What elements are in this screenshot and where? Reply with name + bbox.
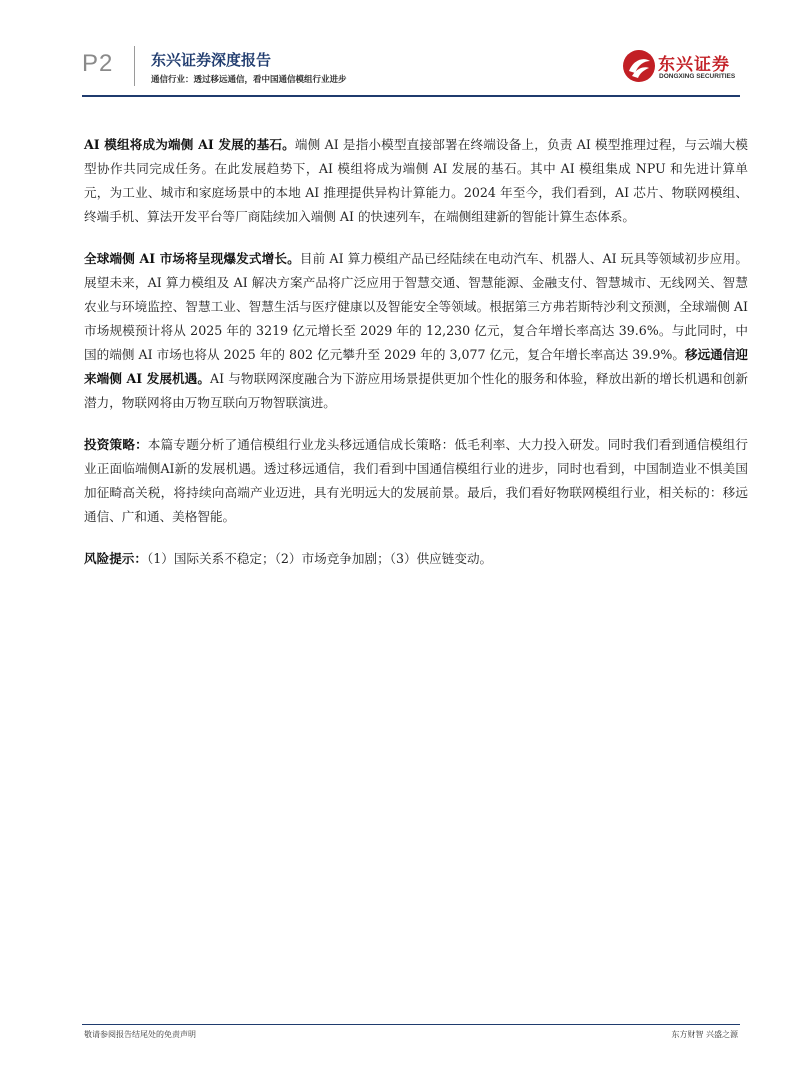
paragraph-body: 本篇专题分析了通信模组行业龙头移远通信成长策略：低毛利率、大力投入研发。同时我们看到通信模组行业正面临端侧AI新的发展机遇。透过移远通信，我们看到中国通信模组行业的进步，同时也看到，中国制造业不惧美国加征畸高关税，将持续向高端产业迈进，具有光明远大的发展前景。最后，我们看好物联网模组行业，相关标的：移远通信、广和通、美格智能。 (84, 437, 749, 524)
logo-mark-icon (622, 49, 656, 83)
paragraph-ai-module (84, 133, 748, 229)
footer-slogan: 东方财智 兴盛之源 (671, 1030, 738, 1039)
header-rule (82, 95, 740, 97)
paragraph-lead: 投资策略： (84, 437, 148, 452)
report-title: 东兴证券深度报告 (151, 51, 272, 69)
footer-rule (82, 1024, 740, 1025)
paragraph-body: （1）国际关系不稳定；（2）市场竞争加剧；（3）供应链变动。 (146, 551, 493, 566)
paragraph-risk-warning (84, 547, 748, 571)
report-body (84, 133, 748, 589)
header-divider (134, 46, 135, 86)
logo-text-cn: 东兴证券 (658, 55, 730, 75)
footer-disclaimer: 敬请参阅报告结尾处的免责声明 (84, 1030, 196, 1039)
paragraph-body-secondary: AI 与物联网深度融合为下游应用场景提供更加个性化的服务和体验，释放出新的增长机遇和创新潜力，物联网将由万物互联向万物智联演进。 (84, 371, 748, 410)
paragraph-investment-strategy (84, 433, 748, 529)
company-logo (622, 46, 742, 86)
page-number: P2 (82, 50, 114, 77)
report-header (0, 0, 794, 100)
paragraph-lead: AI 模组将成为端侧 AI 发展的基石。 (84, 137, 295, 152)
paragraph-body: 目前 AI 算力模组产品已经陆续在电动汽车、机器人、AI 玩具等领域初步应用。展望未来，AI 算力模组及 AI 解决方案产品将广泛应用于智慧交通、智慧能源、金融支付、智慧城市、无线网关、智慧农业与环境监控、智慧工业、智慧生活与医疗健康以及智能安全等领域。根据第三方弗若斯特沙利文预测，全球端侧 AI 市场规模预计将从 2025 年的 3219 亿元增长至 2029 年的 12,230 亿元，复合年增长率高达 39.6%。与此同时，中国的端侧 AI 市场也将从 2025 年的 802 亿元攀升至 2029 年的 3,077 亿元，复合年增长率高达 39.9%。 (84, 251, 748, 362)
paragraph-body: 端侧 AI 是指小模型直接部署在终端设备上，负责 AI 模型推理过程，与云端大模型协作共同完成任务。在此发展趋势下，AI 模组将成为端侧 AI 发展的基石。其中 AI 模组集成 NPU 和先进计算单元，为工业、城市和家庭场景中的本地 AI 推理提供异构计算能力。2024 年至今，我们看到，AI 芯片、物联网模组、终端手机、算法开发平台等厂商陆续加入端侧 AI 的快速列车，在端侧组建新的智能计算生态体系。 (84, 137, 749, 224)
report-subtitle: 通信行业：透过移远通信，看中国通信模组行业进步 (151, 75, 347, 85)
paragraph-lead: 风险提示： (84, 551, 147, 566)
paragraph-lead: 全球端侧 AI 市场将呈现爆发式增长。 (84, 251, 300, 266)
logo-text-en: DONGXING SECURITIES (659, 73, 736, 80)
paragraph-edge-ai-market (84, 247, 748, 415)
paragraph-lead-secondary: 移远通信迎来端侧 AI 发展机遇。 (84, 347, 749, 386)
